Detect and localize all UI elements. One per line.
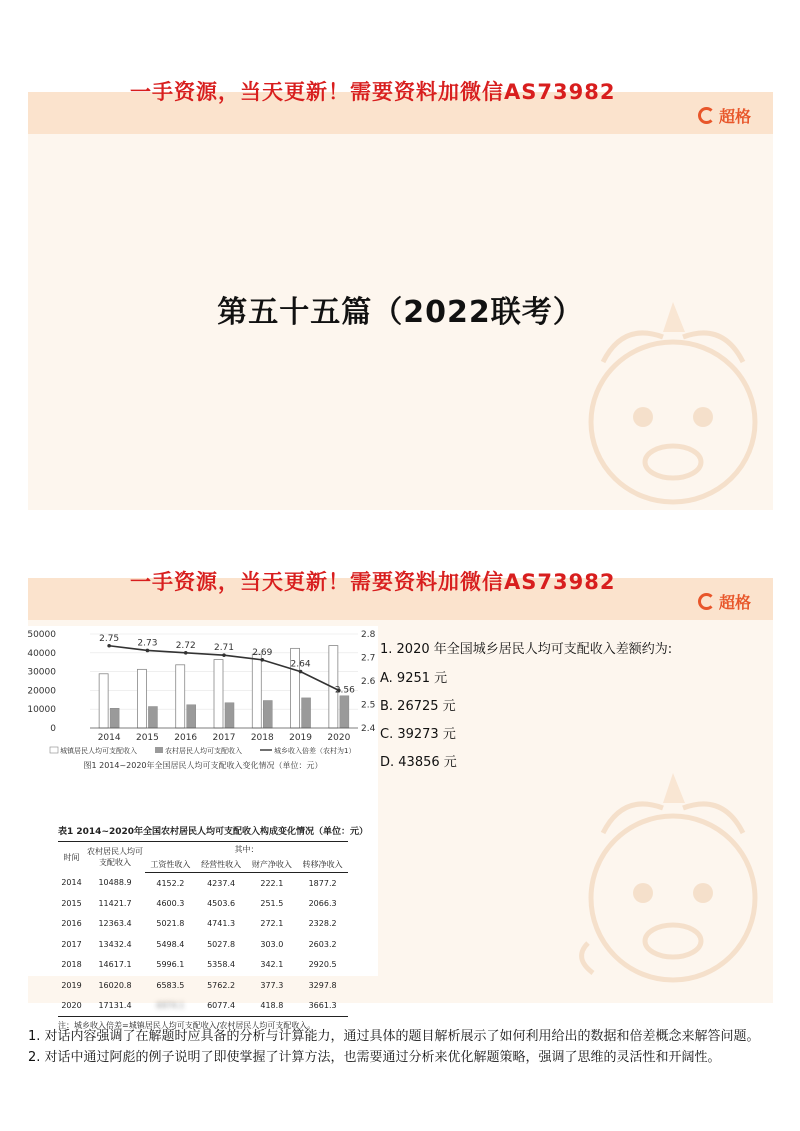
option-a[interactable]: A. 9251 元 xyxy=(380,671,448,686)
table-cell: 6583.5 xyxy=(156,980,185,990)
table-cell: 251.5 xyxy=(260,898,284,908)
ratio-point xyxy=(260,658,264,662)
table-cell: 2016 xyxy=(61,919,82,929)
ratio-point xyxy=(146,649,150,653)
bar-rural xyxy=(110,708,119,728)
table-cell: 2017 xyxy=(61,939,82,949)
chart-title: 图1 2014~2020年全国居民人均可支配收入变化情况（单位：元） xyxy=(83,761,323,770)
y2-tick-label: 2.4 xyxy=(361,724,376,734)
watermark-text: 一手资源，当天更新！需要资料加微信AS73982 xyxy=(130,80,616,104)
ratio-point xyxy=(107,644,111,648)
ratio-point xyxy=(184,651,188,655)
bar-rural xyxy=(302,698,311,728)
table-cell: 5762.2 xyxy=(207,980,236,990)
brand-name: 超格 xyxy=(718,593,751,612)
question-block xyxy=(380,638,760,779)
option-b[interactable]: B. 26725 元 xyxy=(380,699,456,714)
bar-urban xyxy=(214,660,223,728)
table-header-sub: 转移净收入 xyxy=(297,857,348,873)
income-table-block xyxy=(58,824,369,1031)
table-cell: 377.3 xyxy=(260,980,284,990)
bar-urban xyxy=(252,654,261,728)
table-cell: 272.1 xyxy=(260,919,284,929)
table-cell: 6077.4 xyxy=(196,996,247,1017)
option-c[interactable]: C. 39273 元 xyxy=(380,727,456,742)
x-tick-label: 2014 xyxy=(97,733,121,743)
chart-panel xyxy=(27,626,378,1030)
brand-g-icon xyxy=(698,593,715,610)
table-cell: 14617.1 xyxy=(98,960,132,970)
table-cell: 13432.4 xyxy=(98,939,132,949)
ratio-data-label: 2.56 xyxy=(334,685,355,696)
table-cell: 418.8 xyxy=(246,996,297,1017)
summary-point-1: 1. 对话内容强调了在解题时应具备的分析与计算能力，通过具体的题目解析展示了如何利用给出的数据和倍差概念来解答问题。 xyxy=(28,1029,760,1044)
y2-tick-label: 2.7 xyxy=(361,653,376,664)
ratio-data-label: 2.71 xyxy=(213,643,235,654)
table-cell: 11421.7 xyxy=(98,898,132,908)
brand-name: 超格 xyxy=(718,107,751,126)
table-header-among: 其中： xyxy=(145,842,348,858)
table-cell: 10488.9 xyxy=(98,878,132,888)
table-header-rural-income: 农村居民人均可支配收入 xyxy=(85,842,145,873)
table-cell: 1877.2 xyxy=(308,878,337,888)
table-cell: 2066.3 xyxy=(308,898,337,908)
bar-rural xyxy=(340,696,349,728)
legend-swatch-rural xyxy=(155,747,163,753)
income-table xyxy=(58,841,348,1017)
brand-logo xyxy=(698,590,751,613)
table-cell: 4237.4 xyxy=(207,878,236,888)
table-cell: 2019 xyxy=(61,980,82,990)
table-cell: 3297.8 xyxy=(308,980,337,990)
summary-point-2: 2. 对话中通过阿彪的例子说明了即使掌握了计算方法，也需要通过分析来优化解题策略，强调了思维的灵活性和开阔性。 xyxy=(28,1050,721,1065)
x-tick-label: 2015 xyxy=(135,733,159,743)
table-cell: 2018 xyxy=(61,960,82,970)
table-cell: 342.1 xyxy=(260,960,284,970)
x-tick-label: 2019 xyxy=(289,733,313,743)
y2-tick-label: 2.6 xyxy=(361,677,376,687)
y2-tick-label: 2.5 xyxy=(361,700,376,711)
y-tick-label: 50000 xyxy=(27,630,56,640)
legend-label-ratio: 城乡收入倍差（农村为1） xyxy=(274,747,356,755)
table-row xyxy=(58,996,348,1017)
question-stem: 1. 2020 年全国城乡居民人均可支配收入差额约为: xyxy=(380,642,673,657)
table-cell: 2920.5 xyxy=(308,960,337,970)
y-tick-label: 30000 xyxy=(27,667,56,678)
y-tick-label: 40000 xyxy=(27,648,56,659)
table-cell: 2014 xyxy=(61,878,82,888)
table-cell: 5498.4 xyxy=(156,939,185,949)
x-tick-label: 2016 xyxy=(174,733,198,743)
y2-tick-label: 2.8 xyxy=(361,630,376,640)
legend-label-rural: 农村居民人均可支配收入 xyxy=(165,747,242,755)
table-header-time: 时间 xyxy=(58,842,85,873)
summary-notes xyxy=(28,1026,773,1068)
x-tick-label: 2017 xyxy=(212,733,236,743)
option-d[interactable]: D. 43856 元 xyxy=(380,755,457,770)
ratio-data-label: 2.75 xyxy=(99,633,120,644)
bar-urban xyxy=(137,669,146,728)
table-title: 表1 2014~2020年全国农村居民人均可支配收入构成变化情况（单位：元） xyxy=(58,827,369,837)
bar-rural xyxy=(225,703,234,728)
table-cell: 2015 xyxy=(61,898,82,908)
ratio-data-label: 2.73 xyxy=(137,638,158,649)
table-note: 注：城乡收入倍差=城镇居民人均可支配收入/农村居民人均可支配收入。 xyxy=(58,1020,316,1030)
table-cell: 4503.6 xyxy=(207,898,236,908)
y-tick-label: 0 xyxy=(50,724,56,734)
bar-urban xyxy=(99,674,108,728)
table-cell: 12363.4 xyxy=(98,919,132,929)
table-row xyxy=(58,975,348,996)
table-header-sub: 财产净收入 xyxy=(246,857,297,873)
table-cell: 3661.3 xyxy=(297,996,348,1017)
unicorn-mascot-icon xyxy=(573,302,773,512)
table-header-sub: 工资性收入 xyxy=(145,857,196,873)
brand-logo xyxy=(698,104,751,127)
table-row xyxy=(58,934,348,955)
table-row xyxy=(58,873,348,894)
x-tick-label: 2018 xyxy=(250,733,274,743)
legend-label-urban: 城镇居民人均可支配收入 xyxy=(60,747,137,755)
unicorn-mascot-icon xyxy=(573,773,773,1003)
x-tick-label: 2020 xyxy=(327,733,351,743)
table-header-sub: 经营性收入 xyxy=(196,857,247,873)
bar-rural xyxy=(263,701,272,728)
table-row xyxy=(58,955,348,976)
income-chart xyxy=(28,626,378,776)
table-cell: 6974.1 xyxy=(145,996,196,1017)
y-tick-label: 10000 xyxy=(27,705,56,716)
table-cell: 303.0 xyxy=(260,939,284,949)
ratio-data-label: 2.69 xyxy=(252,647,273,658)
table-cell: 4741.3 xyxy=(207,919,236,929)
table-cell: 4600.3 xyxy=(156,898,185,908)
ratio-point xyxy=(222,653,226,657)
table-cell: 16020.8 xyxy=(98,980,132,990)
ratio-point xyxy=(299,670,303,674)
y-tick-label: 20000 xyxy=(27,686,56,697)
bar-urban xyxy=(176,665,185,728)
table-cell: 2603.2 xyxy=(308,939,337,949)
table-row xyxy=(58,914,348,935)
bar-rural xyxy=(187,705,196,728)
slide-question xyxy=(27,578,773,1030)
slide-title: 第五十五篇（2022联考） xyxy=(217,295,584,330)
ratio-data-label: 2.64 xyxy=(290,659,311,670)
table-cell: 5021.8 xyxy=(156,919,185,929)
ratio-data-label: 2.72 xyxy=(175,640,196,651)
table-row xyxy=(58,893,348,914)
table-cell: 5996.1 xyxy=(156,960,185,970)
watermark-text: 一手资源，当天更新！需要资料加微信AS73982 xyxy=(130,570,616,594)
bar-rural xyxy=(148,707,157,728)
legend-swatch-urban xyxy=(50,747,58,753)
table-cell: 2328.2 xyxy=(308,919,337,929)
table-cell: 5027.8 xyxy=(207,939,236,949)
table-cell: 222.1 xyxy=(260,878,284,888)
table-cell: 17131.4 xyxy=(85,996,145,1017)
table-cell: 4152.2 xyxy=(156,878,185,888)
table-cell: 5358.4 xyxy=(207,960,236,970)
slide-cover xyxy=(28,92,773,510)
table-cell: 2020 xyxy=(58,996,85,1017)
brand-g-icon xyxy=(698,107,715,124)
